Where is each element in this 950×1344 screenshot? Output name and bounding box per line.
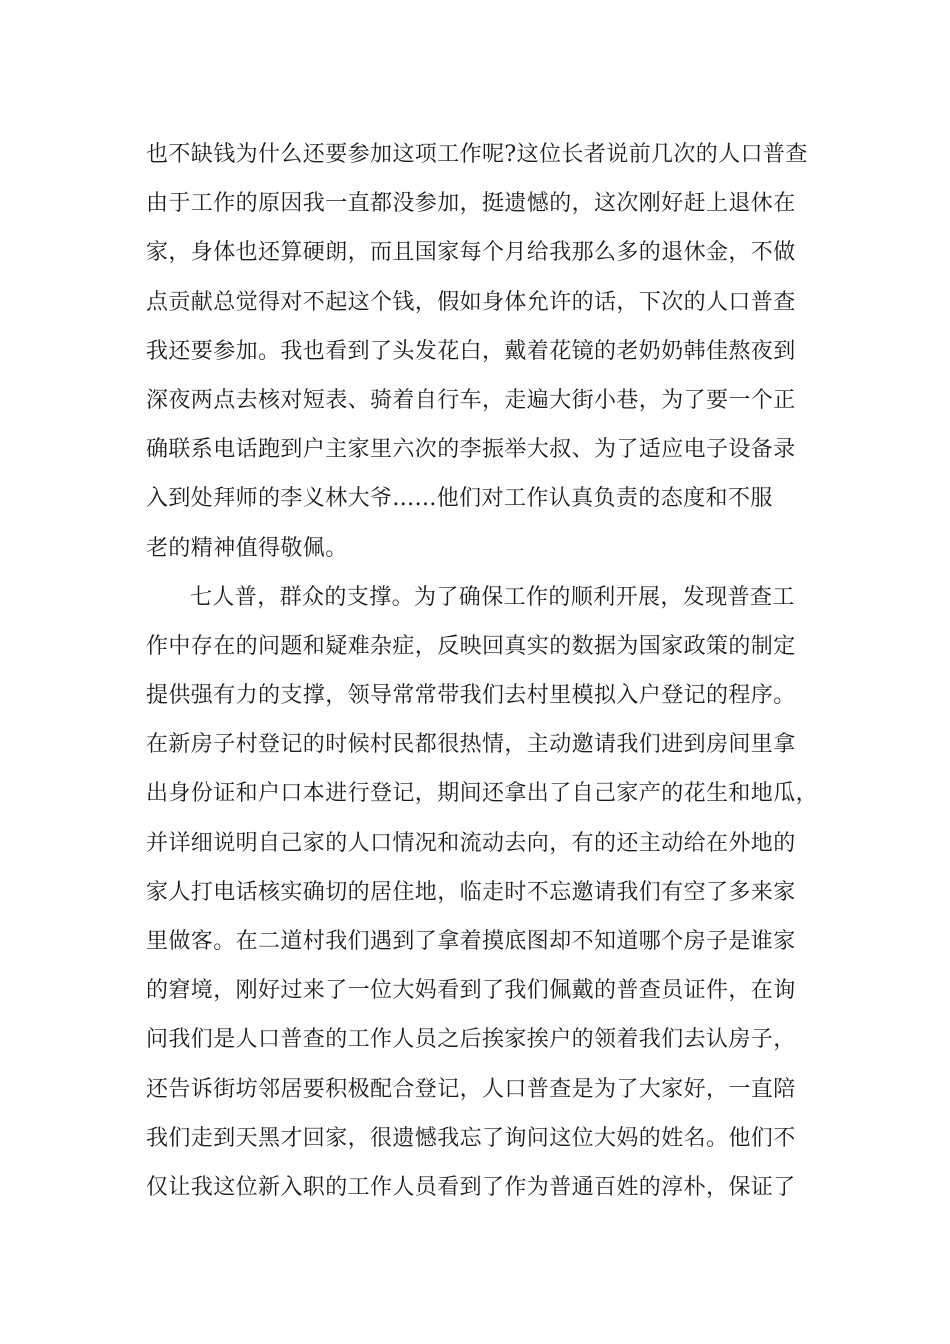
text-line: 入到处拜师的李义林大爷......他们对工作认真负责的态度和不服: [146, 486, 773, 512]
text-line: 提供强有力的支撑，领导常常带我们去村里模拟入户登记的程序。: [146, 683, 796, 709]
text-line: 家，身体也还算硬朗，而且国家每个月给我那么多的退休金，不做: [146, 240, 796, 266]
text-line: 由于工作的原因我一直都没参加，挺遗憾的，这次刚好赶上退休在: [146, 191, 796, 217]
text-line: 点贡献总觉得对不起这个钱，假如身体允许的话，下次的人口普查: [146, 289, 796, 315]
text-line: 在新房子村登记的时候村民都很热情，主动邀请我们进到房间里拿: [146, 732, 796, 758]
document-body: [146, 130, 819, 1212]
text-line: 作中存在的问题和疑难杂症，反映回真实的数据为国家政策的制定: [146, 633, 796, 659]
text-line: 还告诉街坊邻居要积极配合登记，人口普查是为了大家好，一直陪: [146, 1076, 796, 1102]
text-line: 老的精神值得敬佩。: [146, 535, 348, 561]
text-line: 我们走到天黑才回家，很遗憾我忘了询问这位大妈的姓名。他们不: [146, 1125, 796, 1151]
text-line: 仅让我这位新入职的工作人员看到了作为普通百姓的淳朴，保证了: [146, 1174, 796, 1200]
paragraph-first-line: 七人普，群众的支撑。为了确保工作的顺利开展，发现普查工: [190, 584, 795, 610]
text-line: 问我们是人口普查的工作人员之后挨家挨户的领着我们去认房子，: [146, 1027, 796, 1053]
text-line: 出身份证和户口本进行登记，期间还拿出了自己家产的花生和地瓜，: [146, 781, 819, 807]
text-line: 确联系电话跑到户主家里六次的李振举大叔、为了适应电子设备录: [146, 437, 796, 463]
text-line: 深夜两点去核对短表、骑着自行车，走遍大街小巷，为了要一个正: [146, 387, 796, 413]
text-line: 也不缺钱为什么还要参加这项工作呢?这位长者说前几次的人口普查: [146, 142, 808, 167]
text-line: 家人打电话核实确切的居住地，临走时不忘邀请我们有空了多来家: [146, 879, 796, 905]
text-line: 并详细说明自己家的人口情况和流动去向，有的还主动给在外地的: [146, 830, 796, 856]
text-line: 的窘境，刚好过来了一位大妈看到了我们佩戴的普查员证件，在询: [146, 978, 796, 1004]
text-line: 里做客。在二道村我们遇到了拿着摸底图却不知道哪个房子是谁家: [146, 929, 796, 954]
text-line: 我还要参加。我也看到了头发花白，戴着花镜的老奶奶韩佳熬夜到: [146, 338, 796, 364]
